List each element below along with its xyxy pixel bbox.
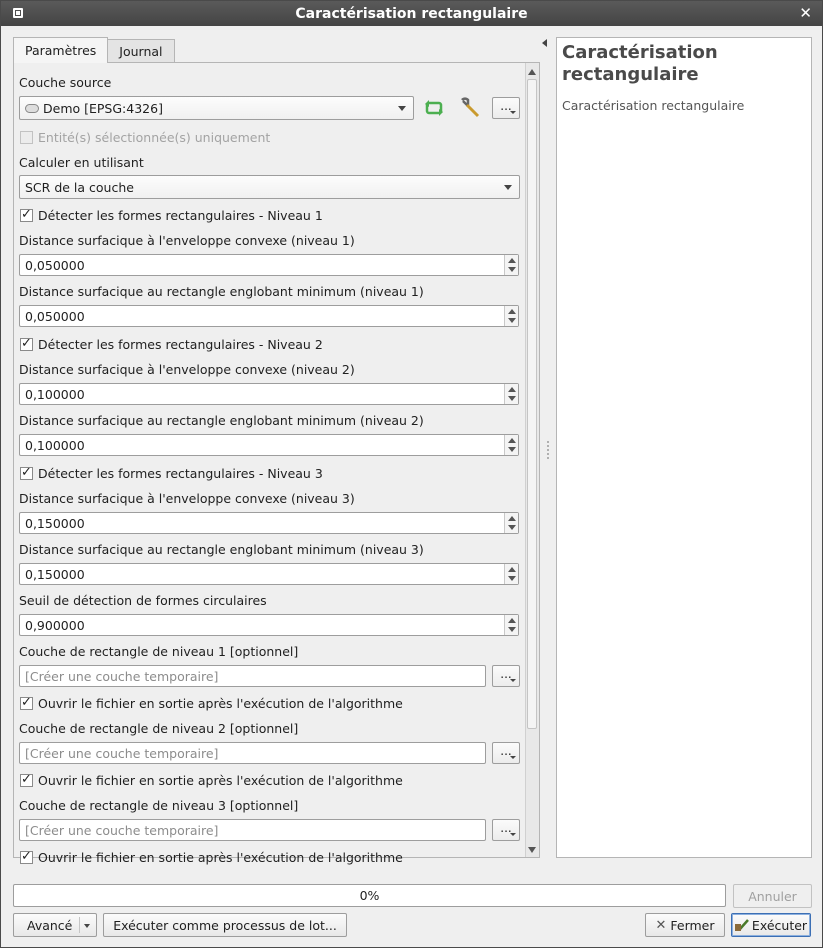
collapse-help-icon[interactable] (542, 39, 547, 47)
convex-level1-spinbox[interactable] (19, 254, 519, 276)
help-title: Caractérisation rectangulaire (562, 42, 718, 85)
output-level2-browse-button[interactable]: ... (492, 742, 520, 764)
open-output1-checkbox[interactable] (20, 697, 33, 710)
compute-using-combo[interactable] (19, 175, 520, 199)
spin-arrows-icon[interactable] (504, 513, 518, 533)
progress-bar (13, 884, 726, 907)
spin-arrows-icon[interactable] (504, 615, 518, 635)
chevron-down-icon (398, 106, 406, 111)
parameters-scroll-area (14, 63, 525, 865)
output-level3-label: Couche de rectangle de niveau 3 [optionnel] (19, 798, 299, 813)
selected-only-label: Entité(s) sélectionnée(s) uniquement (38, 130, 271, 145)
convex-level3-value: 0,150000 (25, 515, 85, 531)
vector-layer-icon (25, 104, 39, 113)
convex-level1-label: Distance surfacique à l'enveloppe convexe (niveau 1) (19, 233, 355, 248)
close-icon[interactable]: ✕ (799, 4, 812, 22)
detect-level2-label: Détecter les formes rectangulaires - Niveau 2 (38, 337, 323, 352)
title-bar (1, 1, 822, 26)
output-level1-browse-button[interactable]: ... (492, 665, 520, 687)
progress-text: 0% (359, 888, 380, 903)
open-output1-label: Ouvrir le fichier en sortie après l'exécution de l'algorithme (38, 696, 403, 711)
convex-level2-label: Distance surfacique à l'enveloppe convexe (niveau 2) (19, 362, 355, 377)
detect-level3-label: Détecter les formes rectangulaires - Niveau 3 (38, 466, 323, 481)
output-level3-input[interactable]: [Créer une couche temporaire] (19, 819, 486, 841)
chevron-down-icon (504, 185, 512, 190)
scroll-down-icon[interactable] (528, 847, 536, 853)
mbr-level1-value: 0,050000 (25, 308, 85, 324)
mbr-level3-spinbox[interactable] (19, 563, 519, 585)
mbr-level2-value: 0,100000 (25, 437, 85, 453)
circular-threshold-value: 0,900000 (25, 617, 85, 633)
open-output3-label: Ouvrir le fichier en sortie après l'exécution de l'algorithme (38, 850, 403, 865)
vertical-scrollbar[interactable] (525, 63, 539, 857)
tab-bar (13, 39, 174, 63)
close-label: Fermer (670, 917, 715, 933)
detect-level3-checkbox[interactable] (20, 467, 33, 480)
run-icon (735, 918, 749, 932)
spin-arrows-icon[interactable] (504, 384, 518, 404)
window-menu-icon[interactable] (13, 8, 23, 18)
mbr-level3-value: 0,150000 (25, 566, 85, 582)
scrollbar-thumb[interactable] (527, 79, 537, 729)
circular-threshold-label: Seuil de détection de formes circulaires (19, 593, 267, 608)
mbr-level3-label: Distance surfacique au rectangle englobant minimum (niveau 3) (19, 542, 424, 557)
window-title: Caractérisation rectangulaire (295, 5, 528, 22)
mbr-level2-label: Distance surfacique au rectangle englobant minimum (niveau 2) (19, 413, 424, 428)
compute-using-value: SCR de la couche (25, 179, 134, 195)
open-output2-checkbox[interactable] (20, 774, 33, 787)
chevron-down-icon (84, 924, 90, 928)
source-layer-options-button[interactable]: ... (492, 97, 520, 119)
spin-arrows-icon[interactable] (504, 255, 518, 275)
help-panel (556, 37, 812, 858)
spin-arrows-icon[interactable] (504, 435, 518, 455)
splitter-handle[interactable] (547, 441, 549, 459)
source-layer-combo[interactable] (19, 96, 414, 120)
compute-using-label: Calculer en utilisant (19, 155, 144, 170)
refresh-icon[interactable] (421, 96, 447, 120)
convex-level1-value: 0,050000 (25, 257, 85, 273)
scroll-up-icon[interactable] (528, 69, 536, 75)
spin-arrows-icon[interactable] (504, 564, 518, 584)
batch-process-button[interactable]: Exécuter comme processus de lot... (103, 913, 347, 937)
spin-arrows-icon[interactable] (504, 306, 518, 326)
detect-level2-checkbox[interactable] (20, 338, 33, 351)
advanced-button[interactable] (13, 913, 97, 937)
detect-level1-checkbox[interactable] (20, 209, 33, 222)
convex-level2-value: 0,100000 (25, 386, 85, 402)
open-output3-checkbox[interactable] (20, 851, 33, 864)
advanced-label: Avancé (27, 917, 73, 933)
cancel-button[interactable]: Annuler (733, 884, 812, 908)
close-x-icon: ✕ (655, 917, 667, 933)
convex-level3-spinbox[interactable] (19, 512, 519, 534)
mbr-level1-spinbox[interactable] (19, 305, 519, 327)
output-level3-browse-button[interactable]: ... (492, 819, 520, 841)
mbr-level2-spinbox[interactable] (19, 434, 519, 456)
help-description: Caractérisation rectangulaire (562, 98, 745, 113)
tab-parametres[interactable]: Paramètres (13, 37, 108, 63)
output-level2-input[interactable]: [Créer une couche temporaire] (19, 742, 486, 764)
tab-journal[interactable]: Journal (107, 39, 174, 63)
mbr-level1-label: Distance surfacique au rectangle englobant minimum (niveau 1) (19, 284, 424, 299)
output-level2-label: Couche de rectangle de niveau 2 [optionnel] (19, 721, 299, 736)
separator (79, 917, 80, 933)
wrench-icon[interactable] (457, 96, 483, 120)
circular-threshold-spinbox[interactable] (19, 614, 519, 636)
open-output2-label: Ouvrir le fichier en sortie après l'exécution de l'algorithme (38, 773, 403, 788)
parameters-panel (13, 62, 540, 865)
source-layer-label: Couche source (19, 75, 112, 90)
output-level1-label: Couche de rectangle de niveau 1 [optionnel] (19, 644, 299, 659)
run-button[interactable] (731, 913, 811, 937)
selected-only-checkbox[interactable] (20, 131, 33, 144)
convex-level3-label: Distance surfacique à l'enveloppe convexe (niveau 3) (19, 491, 355, 506)
detect-level1-label: Détecter les formes rectangulaires - Niveau 1 (38, 208, 323, 223)
close-button[interactable] (645, 913, 725, 937)
output-level1-input[interactable]: [Créer une couche temporaire] (19, 665, 486, 687)
convex-level2-spinbox[interactable] (19, 383, 519, 405)
run-label: Exécuter (751, 917, 808, 933)
source-layer-value: Demo [EPSG:4326] (43, 100, 163, 116)
